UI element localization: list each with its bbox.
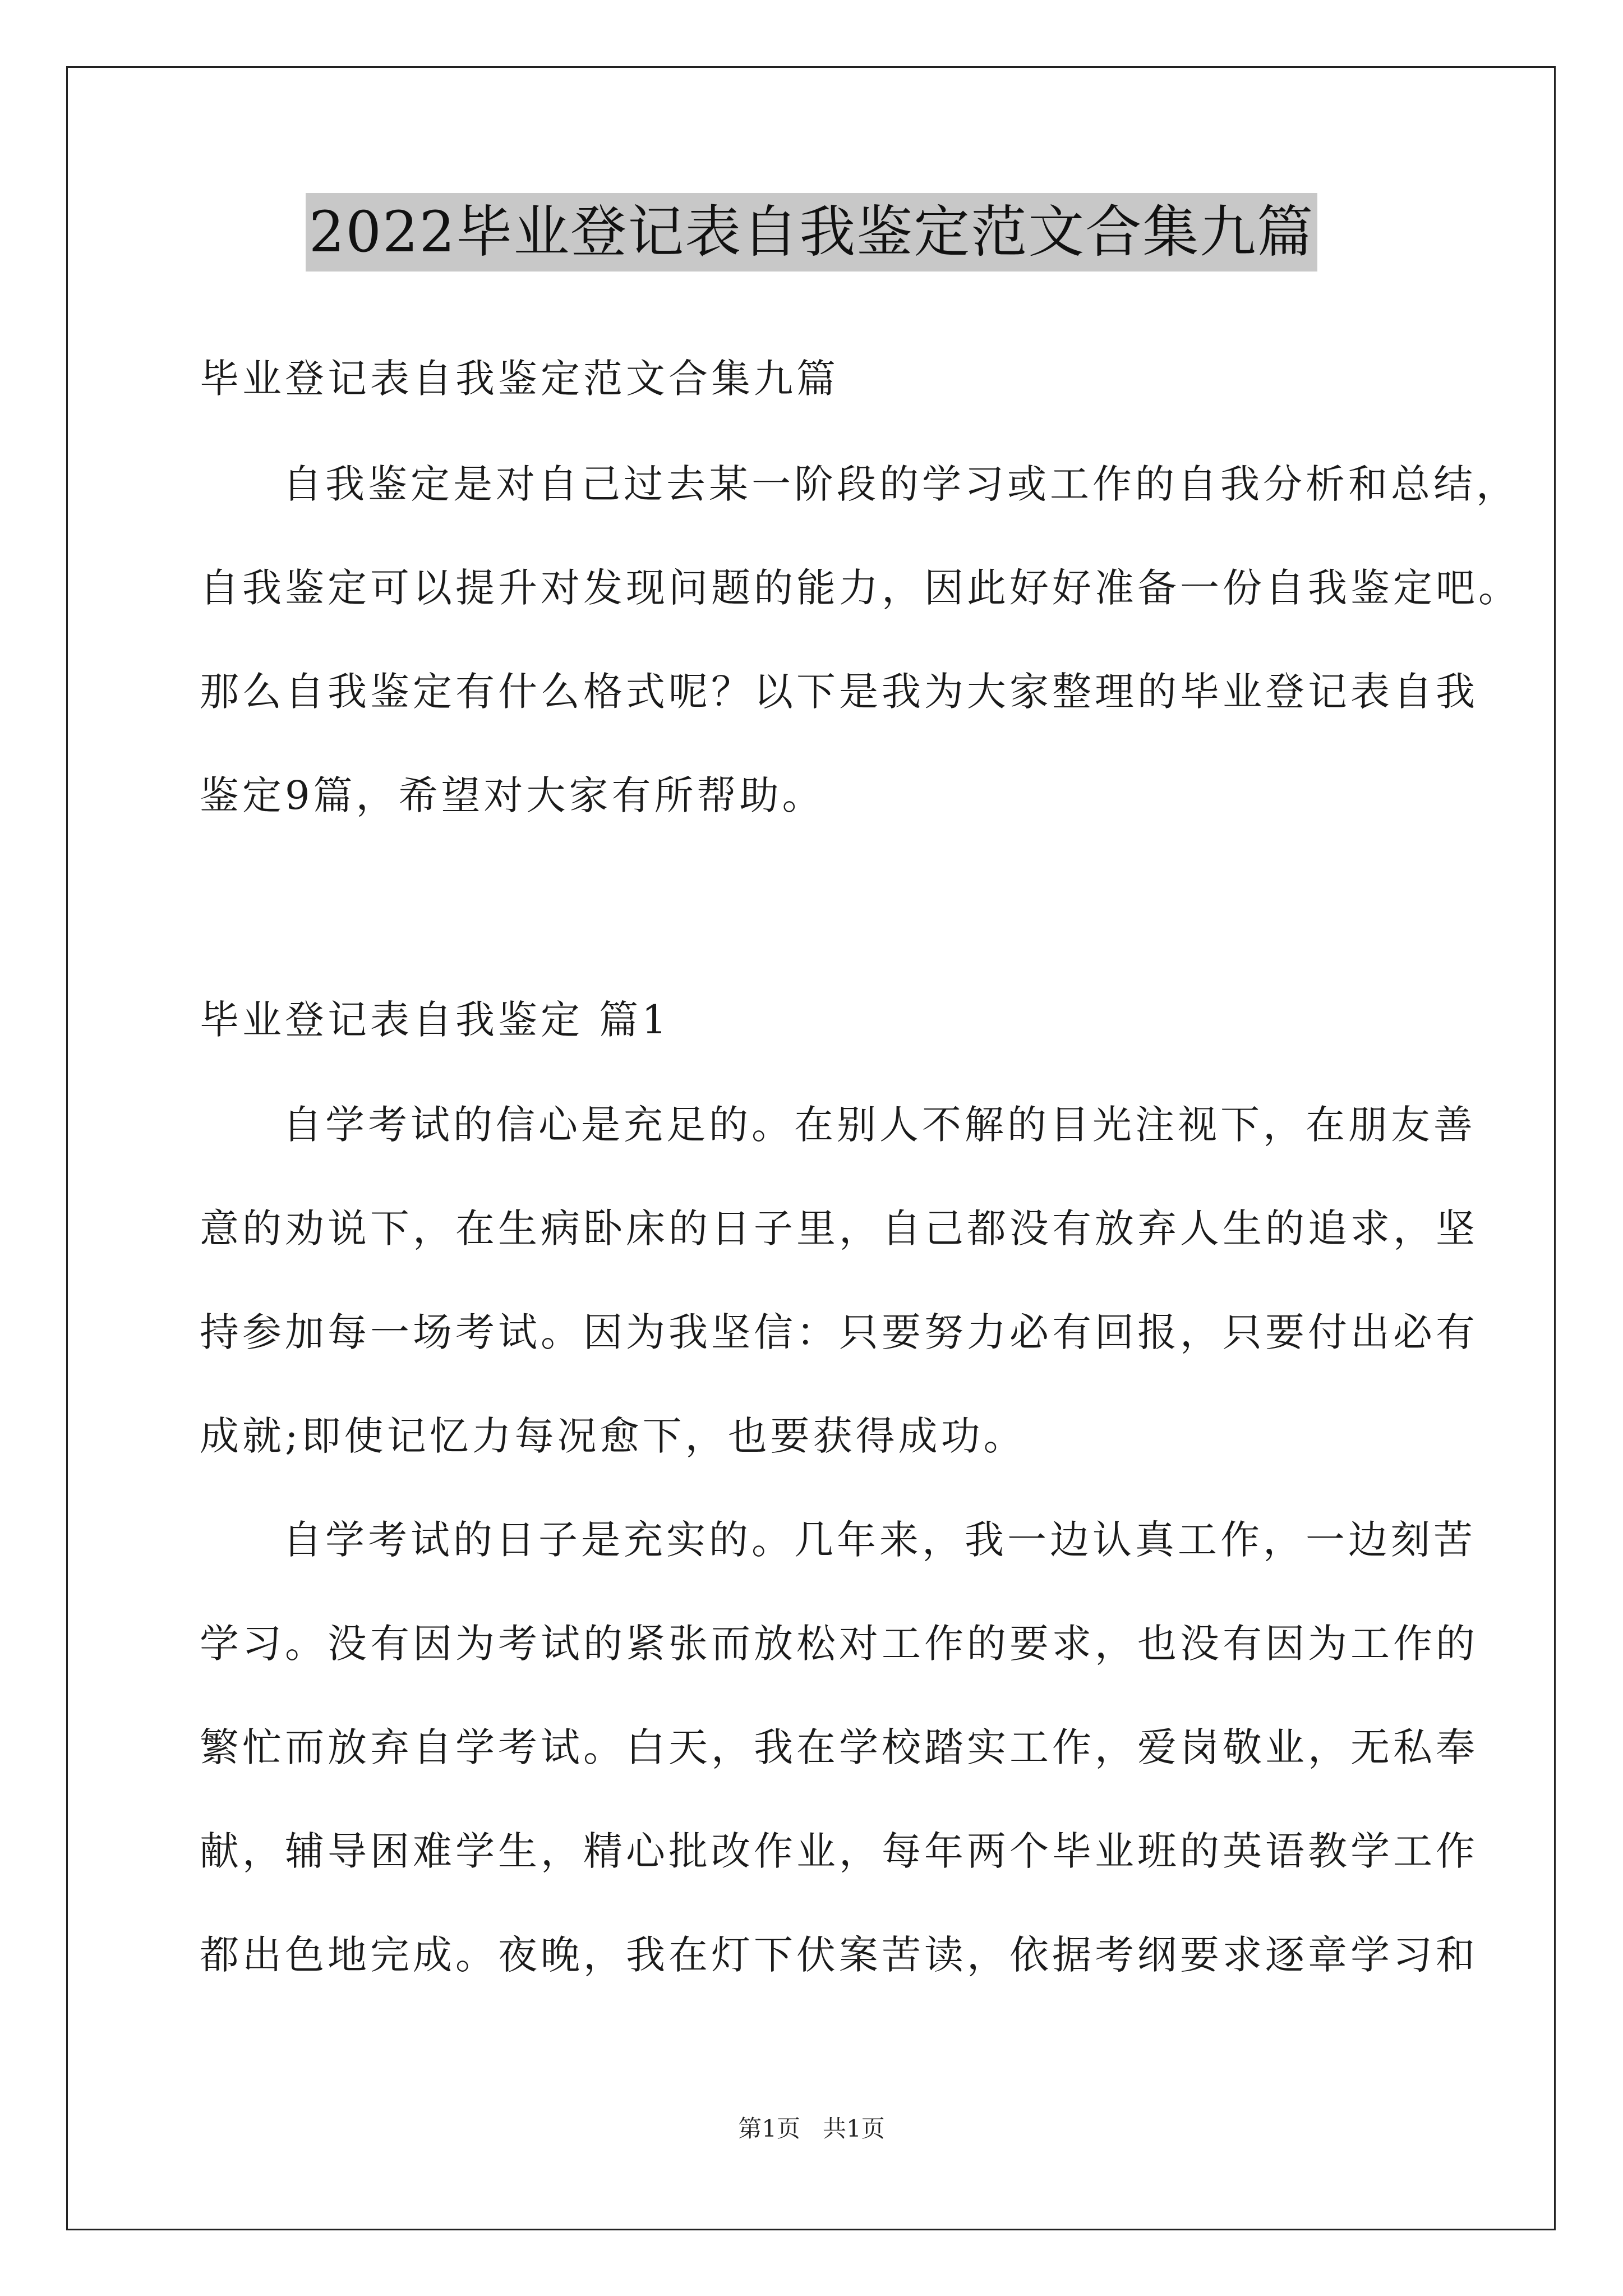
document-subtitle: 毕业登记表自我鉴定范文合集九篇 <box>200 356 839 402</box>
paragraph-line: 繁忙而放弃自学考试。白天，我在学校踏实工作，爱岗敬业，无私奉 <box>200 1724 1478 1770</box>
intro-line: 那么自我鉴定有什么格式呢？以下是我为大家整理的毕业登记表自我 <box>200 669 1478 715</box>
intro-line: 鉴定9篇，希望对大家有所帮助。 <box>200 772 825 818</box>
section-heading: 毕业登记表自我鉴定 篇1 <box>200 997 670 1043</box>
paragraph-line: 学习。没有因为考试的紧张而放松对工作的要求，也没有因为工作的 <box>200 1621 1478 1667</box>
title-container <box>0 193 1623 272</box>
paragraph-line: 持参加每一场考试。因为我坚信：只要努力必有回报，只要付出必有 <box>200 1309 1478 1355</box>
intro-line: 自我鉴定是对自己过去某一阶段的学习或工作的自我分析和总结， <box>283 461 1519 507</box>
paragraph-line: 成就;即使记忆力每况愈下，也要获得成功。 <box>200 1413 1026 1459</box>
intro-line: 自我鉴定可以提升对发现问题的能力，因此好好准备一份自我鉴定吧。 <box>200 565 1521 611</box>
paragraph-line: 意的劝说下，在生病卧床的日子里，自己都没有放弃人生的追求，坚 <box>200 1205 1478 1251</box>
paragraph-line: 献，辅导困难学生，精心批改作业，每年两个毕业班的英语教学工作 <box>200 1828 1478 1874</box>
page-footer: 第1页 共1页 <box>738 2115 885 2142</box>
document-title: 2022毕业登记表自我鉴定范文合集九篇 <box>306 193 1318 272</box>
paragraph-line: 自学考试的日子是充实的。几年来，我一边认真工作，一边刻苦 <box>283 1517 1476 1563</box>
paragraph-line: 都出色地完成。夜晚，我在灯下伏案苦读，依据考纲要求逐章学习和 <box>200 1932 1478 1978</box>
paragraph-line: 自学考试的信心是充足的。在别人不解的目光注视下，在朋友善 <box>283 1102 1476 1148</box>
